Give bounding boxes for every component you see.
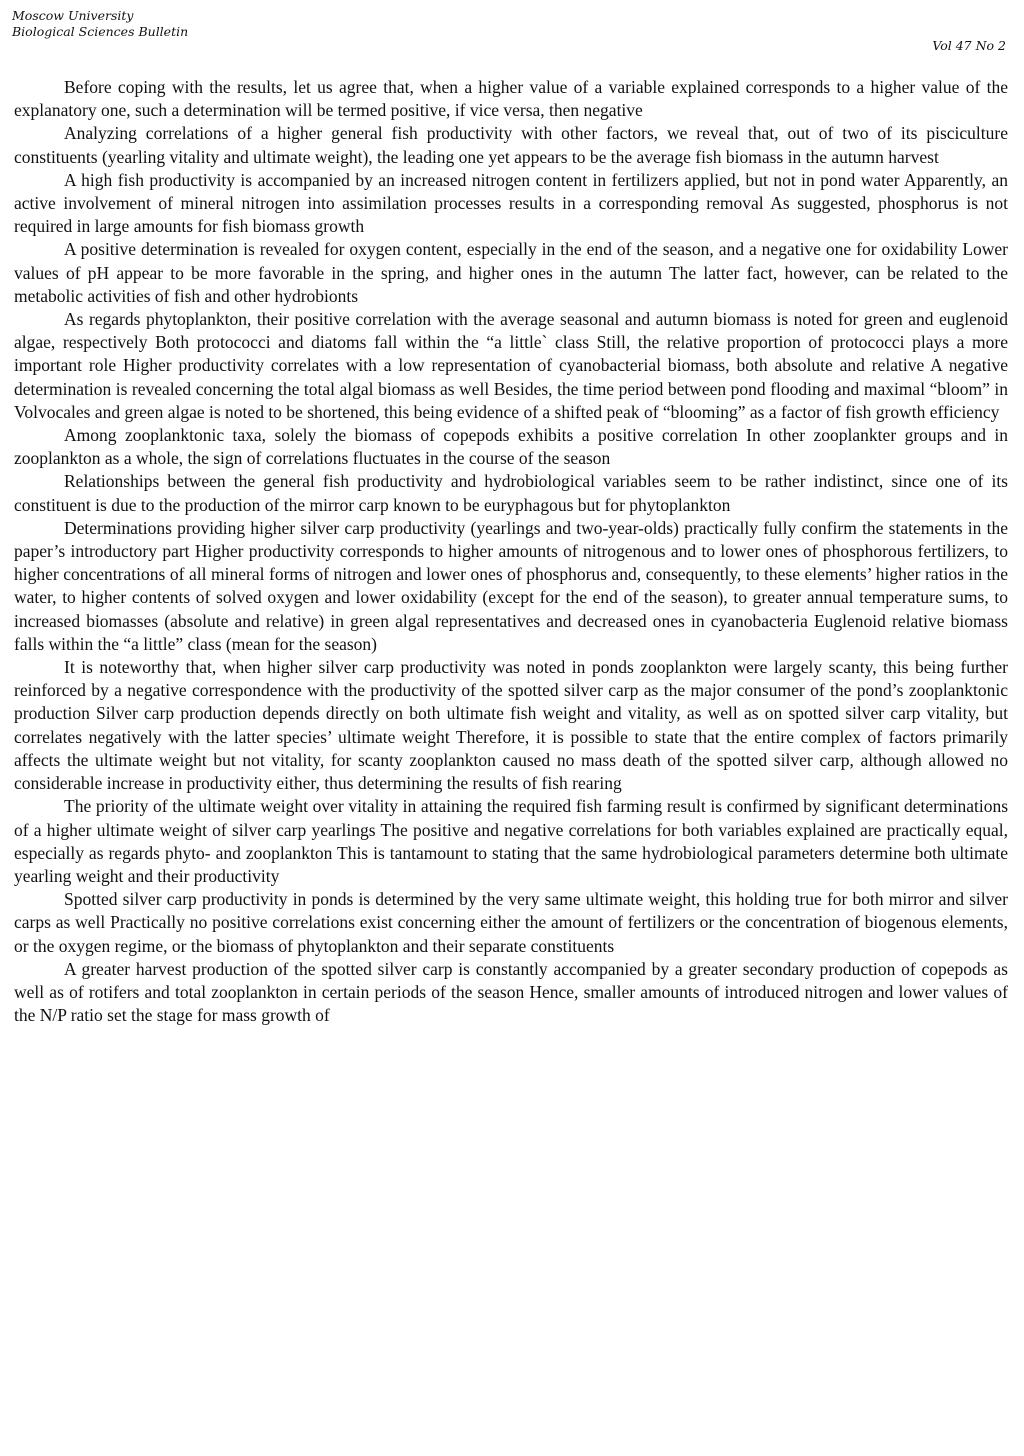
- paragraph-4: A positive determination is revealed for oxygen content, especially in the end of the season, and a negative one for oxidability Lower values of pH appear to be more favorable in the spring, and higher ones in the autumn The latter fact, however, can be related to the metabolic activities of fish and other hydrobionts: [14, 239, 1008, 306]
- paragraph-11: Spotted silver carp productivity in ponds is determined by the very same ultimate weight, this holding true for both mirror and silver carps as well Practically no positive correlations exist concerning either the amount of fertilizers or the concentration of biogenous elements, or the oxygen regime, or the biomass of phytoplankton and their separate constituents: [14, 889, 1008, 956]
- paragraph-6: Among zooplanktonic taxa, solely the biomass of copepods exhibits a positive correlation In other zooplankter groups and in zooplankton as a whole, the sign of correlations fluctuates in the course of the season: [14, 425, 1008, 469]
- paragraph-8: Determinations providing higher silver carp productivity (yearlings and two-year-olds) practically fully confirm the statements in the paper’s introductory part Higher productivity corresponds to higher amounts of nitrogenous and to lower ones of phosphorous fertilizers, to higher concentrations of all mineral forms of nitrogen and lower ones of phosphorus and, consequently, to these elements’ higher ratios in the water, to higher contents of solved oxygen and lower oxidability (except for the end of the season), to greater annual temperature sums, to increased biomasses (absolute and relative) in green algal representatives and decreased ones in cyanobacteria Euglenoid relative biomass falls within the “a little” class (mean for the season): [14, 517, 1008, 654]
- article-body: [14, 76, 1008, 1027]
- paragraph-5: As regards phytoplankton, their positive correlation with the average seasonal and autumn biomass is noted for green and euglenoid algae, respectively Both protococci and diatoms fall within the “a little` class Still, the relative proportion of protococci plays a more important role Higher productivity correlates with a low representation of cyanobacterial biomass, both absolute and relative A negative determination is revealed concerning the total algal biomass as well Besides, the time period between pond flooding and maximal “bloom” in Volvocales and green algae is noted to be shortened, this being evidence of a shifted peak of “blooming” as a factor of fish growth efficiency: [14, 309, 1008, 422]
- paragraph-7: Relationships between the general fish productivity and hydrobiological variables seem to be rather indistinct, since one of its constituent is due to the production of the mirror carp known to be euryphagous but for phytoplankton: [14, 471, 1008, 515]
- paragraph-12: A greater harvest production of the spotted silver carp is constantly accompanied by a greater secondary production of copepods as well as of rotifers and total zooplankton in certain periods of the season Hence, smaller amounts of introduced nitrogen and lower values of the N/P ratio set the stage for mass growth of: [14, 958, 1008, 1026]
- volume-issue: Vol 47 No 2: [932, 38, 1006, 53]
- paragraph-3: A high fish productivity is accompanied by an increased nitrogen content in fertilizers applied, but not in pond water Apparently, an active involvement of mineral nitrogen into assimilation processes results in a corresponding removal As suggested, phosphorus is not required in large amounts for fish biomass growth: [14, 169, 1008, 237]
- journal-name-line-1: Moscow University: [12, 8, 134, 23]
- paragraph-9: It is noteworthy that, when higher silver carp productivity was noted in ponds zooplankton were largely scanty, this being further reinforced by a negative correspondence with the productivity of the spotted silver carp as the major consumer of the pond’s zooplanktonic production Silver carp production depends directly on both ultimate fish weight and vitality, as well as on spotted silver carp vitality, but correlates negatively with the latter species’ ultimate weight Therefore, it is possible to state that the entire complex of factors primarily affects the ultimate weight but not vitality, for scanty zooplankton caused no mass death of the spotted silver carp, although allowed no considerable increase in productivity either, thus determining the results of fish rearing: [14, 657, 1008, 794]
- journal-name: [12, 8, 188, 40]
- paragraph-1: Before coping with the results, let us agree that, when a higher value of a variable explained corresponds to a higher value of the explanatory one, such a determination will be termed positive, if vice versa, then negative: [14, 77, 1008, 121]
- paragraph-2: Analyzing correlations of a higher general fish productivity with other factors, we reveal that, out of two of its pisciculture constituents (yearling vitality and ultimate weight), the leading one yet appears to be the average fish biomass in the autumn harvest: [14, 123, 1008, 167]
- paragraph-10: The priority of the ultimate weight over vitality in attaining the required fish farming result is confirmed by significant determinations of a higher ultimate weight of silver carp yearlings The positive and negative correlations for both variables explained are practically equal, especially as regards phyto- and zooplankton This is tantamount to stating that the same hydrobiological parameters determine both ultimate yearling weight and their productivity: [14, 796, 1008, 886]
- journal-name-line-2: Biological Sciences Bulletin: [12, 24, 189, 39]
- page-header: [12, 8, 1006, 58]
